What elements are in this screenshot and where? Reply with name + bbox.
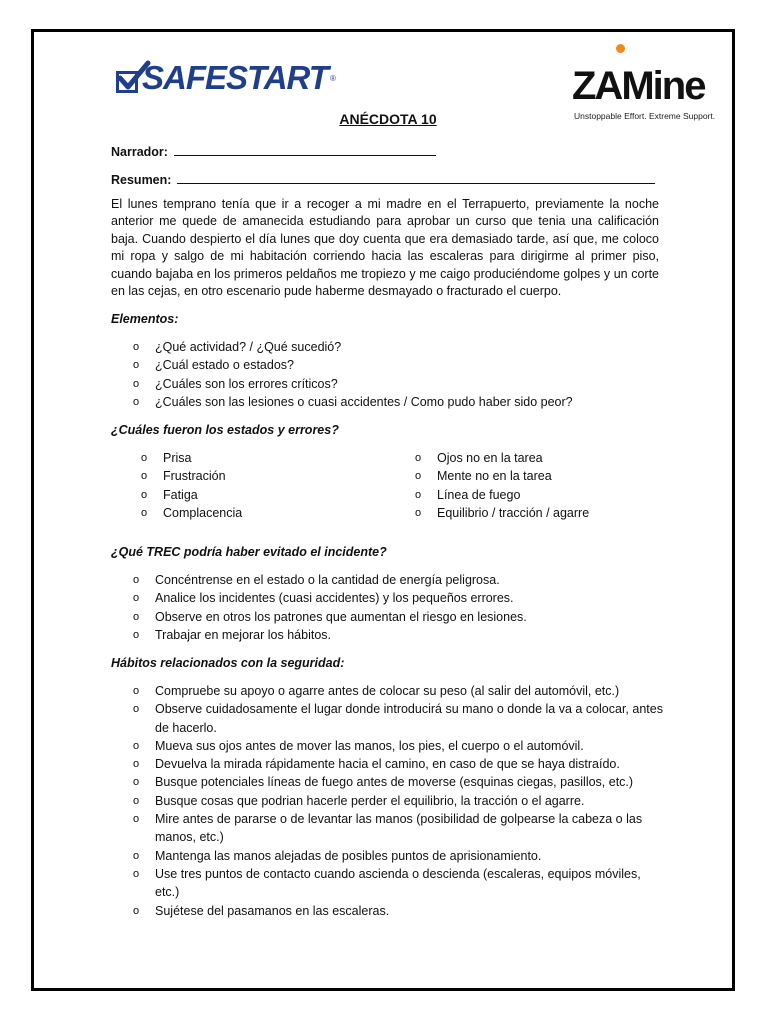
resumen-field <box>111 171 655 187</box>
list-item <box>141 449 242 467</box>
document-title <box>0 111 768 127</box>
list-item-text: Sujétese del pasamanos en las escaleras. <box>155 903 390 918</box>
registered-mark: ® <box>329 73 336 83</box>
safestart-logo <box>116 55 336 101</box>
list-item-text: Observe en otros los patrones que aumentan el riesgo en lesiones. <box>155 609 527 624</box>
list-item <box>133 792 665 810</box>
list-item <box>415 504 589 522</box>
narrador-blank-line <box>174 143 436 156</box>
list-item-text: Use tres puntos de contacto cuando ascienda o descienda (escaleras, equipos móviles, etc.) <box>155 866 641 900</box>
list-item-text: Mente no en la tarea <box>437 469 552 484</box>
list-item-text: ¿Cuál estado o estados? <box>155 358 294 373</box>
resumen-blank-line <box>177 171 655 184</box>
bullet-icon: o <box>133 377 140 390</box>
list-item-text: ¿Cuáles son las lesiones o cuasi accidentes / Como pudo haber sido peor? <box>155 394 573 409</box>
list-item-text: Busque cosas que podrian hacerle perder el equilibrio, la tracción o el agarre. <box>155 793 585 808</box>
list-item <box>133 375 573 393</box>
bullet-icon: o <box>133 685 140 697</box>
list-item-text: Busque potenciales líneas de fuego antes de moverse (esquinas ciegas, pasillos, etc.) <box>155 775 634 790</box>
list-item-text: Frustración <box>163 469 226 484</box>
bullet-icon: o <box>141 506 148 519</box>
list-item <box>133 700 665 737</box>
list-item <box>133 589 527 607</box>
list-item-text: Analice los incidentes (cuasi accidentes) y los pequeños errores. <box>155 591 514 606</box>
list-item-text: Observe cuidadosamente el lugar donde introducirá su mano o donde la va a colocar, antes de hacerlo. <box>155 702 663 735</box>
list-item-text: Línea de fuego <box>437 487 521 502</box>
bullet-icon: o <box>141 488 148 501</box>
habitos-list <box>133 682 665 920</box>
bullet-icon: o <box>133 776 140 789</box>
list-item <box>141 467 242 485</box>
bullet-icon: o <box>133 758 140 771</box>
bullet-icon: o <box>133 610 140 623</box>
trec-heading: ¿Qué TREC podría haber evitado el incidente? <box>111 545 387 559</box>
bullet-icon: o <box>133 739 140 752</box>
list-item-text: Mueva sus ojos antes de mover las manos, los pies, el cuerpo o el automóvil. <box>155 738 584 753</box>
bullet-icon: o <box>133 904 140 917</box>
story-paragraph: El lunes temprano tenía que ir a recoger a mi madre en el Terrapuerto, previamente la noche anterior me quede de amanecida estudiando para aprobar un curso que tenia una calificación baja. Cuando despierto el día lunes que doy cuenta que era demasiado tarde, así que, me coloco mi ropa y salgo de mi habitación corriendo hacia las escaleras para dirigirme al primer piso, cuando bajaba en los primeros peldaños me tropiezo y me caigo produciéndome golpes y un corte en las cejas, en otro escenario pude haberme desmayado o fracturado el cuerpo. <box>111 197 659 299</box>
list-item <box>133 393 573 411</box>
resumen-label: Resumen: <box>111 173 172 187</box>
title-text: ANÉCDOTA 10 <box>339 111 437 127</box>
list-item-text: Trabajar en mejorar los hábitos. <box>155 627 332 642</box>
list-item-text: Mantenga las manos alejadas de posibles puntos de aprisionamiento. <box>155 848 542 863</box>
bullet-icon: o <box>415 506 422 519</box>
list-item <box>415 486 589 504</box>
list-item <box>133 608 527 626</box>
list-item <box>133 338 573 356</box>
list-item-text: Concéntrense en el estado o la cantidad de energía peligrosa. <box>155 573 500 587</box>
list-item <box>133 626 527 644</box>
list-item-text: ¿Qué actividad? / ¿Qué sucedió? <box>155 340 342 354</box>
narrador-label: Narrador: <box>111 145 168 159</box>
list-item-text: Equilibrio / tracción / agarre <box>437 505 590 520</box>
list-item-text: Compruebe su apoyo o agarre antes de colocar su peso (al salir del automóvil, etc.) <box>155 684 620 698</box>
bullet-icon: o <box>415 452 422 464</box>
elementos-list <box>133 338 573 411</box>
list-item <box>415 467 589 485</box>
list-item <box>141 486 242 504</box>
bullet-icon: o <box>133 574 140 586</box>
bullet-icon: o <box>141 470 148 483</box>
checkmark-icon <box>117 60 151 94</box>
narrador-field <box>111 143 436 159</box>
list-item-text: Devuelva la mirada rápidamente hacia el camino, en caso de que se haya distraído. <box>155 757 620 772</box>
list-item-text: Fatiga <box>163 487 198 502</box>
estados-heading: ¿Cuáles fueron los estados y errores? <box>111 423 339 437</box>
list-item-text: Mire antes de pararse o de levantar las manos (posibilidad de golpearse la cabeza o las manos, etc.) <box>155 812 643 845</box>
list-item <box>133 571 527 589</box>
list-item <box>415 449 589 467</box>
list-item-text: Ojos no en la tarea <box>437 451 543 465</box>
bullet-icon: o <box>133 628 140 641</box>
bullet-icon: o <box>415 488 422 501</box>
bullet-icon: o <box>133 359 140 372</box>
trec-list <box>133 571 527 644</box>
estados-list-left <box>141 449 242 522</box>
list-item-text: Prisa <box>163 451 192 465</box>
bullet-icon: o <box>133 395 140 408</box>
bullet-icon: o <box>133 813 140 826</box>
list-item <box>133 773 665 791</box>
list-item <box>133 847 665 865</box>
bullet-icon: o <box>133 703 140 716</box>
list-item-text: ¿Cuáles son los errores críticos? <box>155 376 338 391</box>
safestart-logo-text: SAFESTART <box>142 59 328 96</box>
list-item <box>133 356 573 374</box>
list-item-text: Complacencia <box>163 505 243 520</box>
list-item <box>133 865 665 902</box>
bullet-icon: o <box>133 849 140 862</box>
list-item <box>141 504 242 522</box>
zamine-logo-text: ZAMine <box>572 64 705 108</box>
bullet-icon: o <box>133 867 140 880</box>
list-item <box>133 682 665 700</box>
bullet-icon: o <box>141 452 148 464</box>
bullet-icon: o <box>133 341 140 353</box>
checkbox-icon <box>116 71 138 93</box>
orange-dot-icon <box>616 44 625 53</box>
estados-list-right <box>415 449 589 522</box>
list-item <box>133 737 665 755</box>
list-item <box>133 810 665 847</box>
list-item <box>133 755 665 773</box>
bullet-icon: o <box>133 794 140 807</box>
habitos-heading: Hábitos relacionados con la seguridad: <box>111 656 345 670</box>
bullet-icon: o <box>415 470 422 483</box>
zamine-tagline: Unstoppable Effort. Extreme Support. <box>574 111 716 121</box>
elementos-heading: Elementos: <box>111 312 179 326</box>
bullet-icon: o <box>133 592 140 605</box>
list-item <box>133 902 665 920</box>
